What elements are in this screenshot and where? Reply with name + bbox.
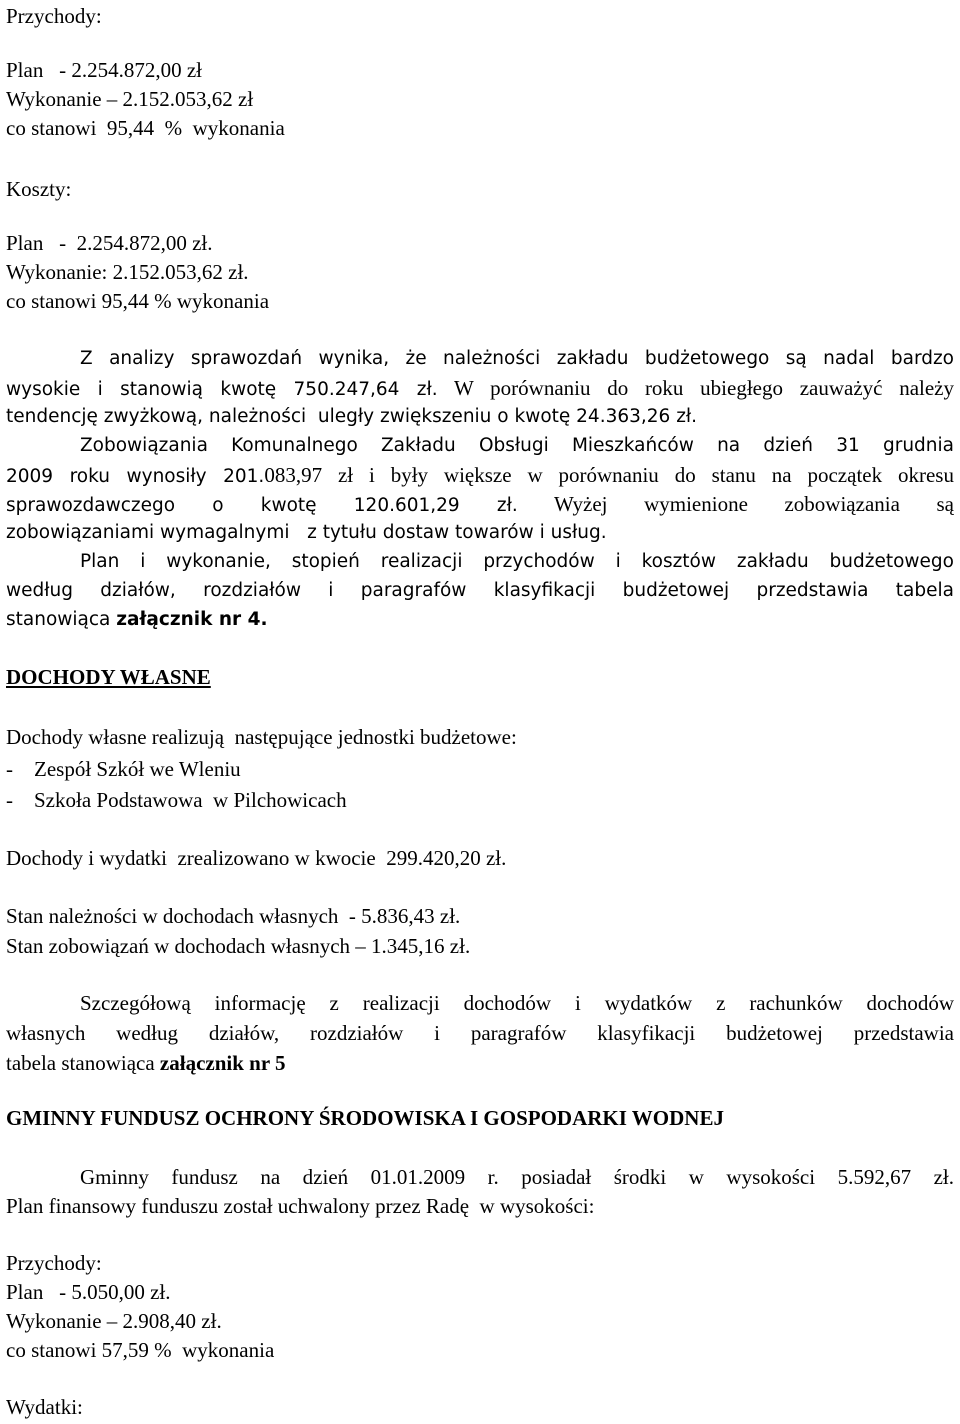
szczegolowa-line-2: własnych według działów, rozdziałów i paragrafów klasyfikacji budżetowej przedstawia: [6, 1021, 954, 1045]
zobowiazania-line-3: [6, 491, 954, 517]
gfos-line-2: Plan finansowy funduszu został uchwalony przez Radę w wysokości:: [6, 1194, 595, 1218]
zobowiazania-line-2: [6, 462, 954, 488]
analiza-line-2: [6, 375, 954, 401]
gfos-wykonanie: Wykonanie – 2.908,40 zł.: [6, 1309, 222, 1333]
plan-wykonanie-line-1: Plan i wykonanie, stopień realizacji przychodów i kosztów zakładu budżetowego: [80, 551, 954, 572]
gfos-plan: Plan - 5.050,00 zł.: [6, 1280, 171, 1304]
gfos-heading: GMINNY FUNDUSZ OCHRONY ŚRODOWISKA I GOSPODARKI WODNEJ: [6, 1106, 724, 1130]
dochody-wlasne-intro: Dochody własne realizują następujące jednostki budżetowe:: [6, 725, 517, 749]
gfos-przychody-label: Przychody:: [6, 1251, 102, 1275]
koszty-label: Koszty:: [6, 177, 72, 201]
analiza-line-2b: W porównaniu do roku ubiegłego zauważyć należy: [437, 376, 954, 400]
analiza-line-2a: wysokie i stanowią kwotę 750.247,64 zł.: [6, 379, 438, 400]
plan-wykonanie-line-3-text: stanowiąca: [6, 609, 117, 630]
unit-item-2: - Szkoła Podstawowa w Pilchowicach: [6, 788, 347, 812]
dochody-wlasne-heading: DOCHODY WŁASNE: [6, 665, 211, 689]
analiza-line-1: Z analizy sprawozdań wynika, że należności zakładu budżetowego są nadal bardzo: [80, 348, 954, 369]
gfos-line-1: Gminny fundusz na dzień 01.01.2009 r. posiadał środki w wysokości 5.592,67 zł.: [80, 1165, 954, 1189]
zobowiazania-line-3b: Wyżej wymienione zobowiązania są: [517, 492, 954, 516]
przychody-label: Przychody:: [6, 4, 102, 28]
zobowiazania-line-2a: 2009 roku wynosiły 201.: [6, 466, 265, 487]
gfos-wydatki-label: Wydatki:: [6, 1395, 83, 1419]
gfos-stanowi: co stanowi 57,59 % wykonania: [6, 1338, 275, 1362]
stan-zobowiazan: Stan zobowiązań w dochodach własnych – 1.345,16 zł.: [6, 934, 471, 958]
szczegolowa-line-3-text: tabela stanowiąca: [6, 1051, 160, 1075]
koszty-wykonanie: Wykonanie: 2.152.053,62 zł.: [6, 260, 249, 284]
zobowiazania-line-1: Zobowiązania Komunalnego Zakładu Obsługi Mieszkańców na dzień 31 grudnia: [80, 435, 954, 456]
zalacznik-4: załącznik nr 4.: [116, 609, 268, 630]
dochody-realizowano: Dochody i wydatki zrealizowano w kwocie 299.420,20 zł.: [6, 846, 507, 870]
analiza-line-3: tendencję zwyżkową, należności uległy zwiększeniu o kwotę 24.363,26 zł.: [6, 406, 698, 427]
szczegolowa-line-3: [6, 1050, 286, 1076]
plan-wykonanie-line-2: według działów, rozdziałów i paragrafów klasyfikacji budżetowej przedstawia tabela: [6, 580, 954, 601]
stan-naleznosci: Stan należności w dochodach własnych - 5.836,43 zł.: [6, 904, 461, 928]
zalacznik-5: załącznik nr 5: [159, 1051, 286, 1075]
zobowiazania-line-3a: sprawozdawczego o kwotę 120.601,29 zł.: [6, 495, 518, 516]
przychody-plan: Plan - 2.254.872,00 zł: [6, 58, 202, 82]
szczegolowa-line-1: Szczegółową informację z realizacji dochodów i wydatków z rachunków dochodów: [80, 991, 954, 1015]
koszty-stanowi: co stanowi 95,44 % wykonania: [6, 289, 270, 313]
zobowiazania-line-2b: 083,97 zł i były większe w porównaniu do stanu na początek okresu: [264, 463, 954, 487]
zobowiazania-line-4: zobowiązaniami wymagalnymi z tytułu dostaw towarów i usług.: [6, 522, 607, 543]
przychody-stanowi: co stanowi 95,44 % wykonania: [6, 116, 285, 140]
unit-item-1: - Zespół Szkół we Wleniu: [6, 757, 241, 781]
plan-wykonanie-line-3: [6, 607, 268, 633]
koszty-plan: Plan - 2.254.872,00 zł.: [6, 231, 213, 255]
przychody-wykonanie: Wykonanie – 2.152.053,62 zł: [6, 87, 254, 111]
